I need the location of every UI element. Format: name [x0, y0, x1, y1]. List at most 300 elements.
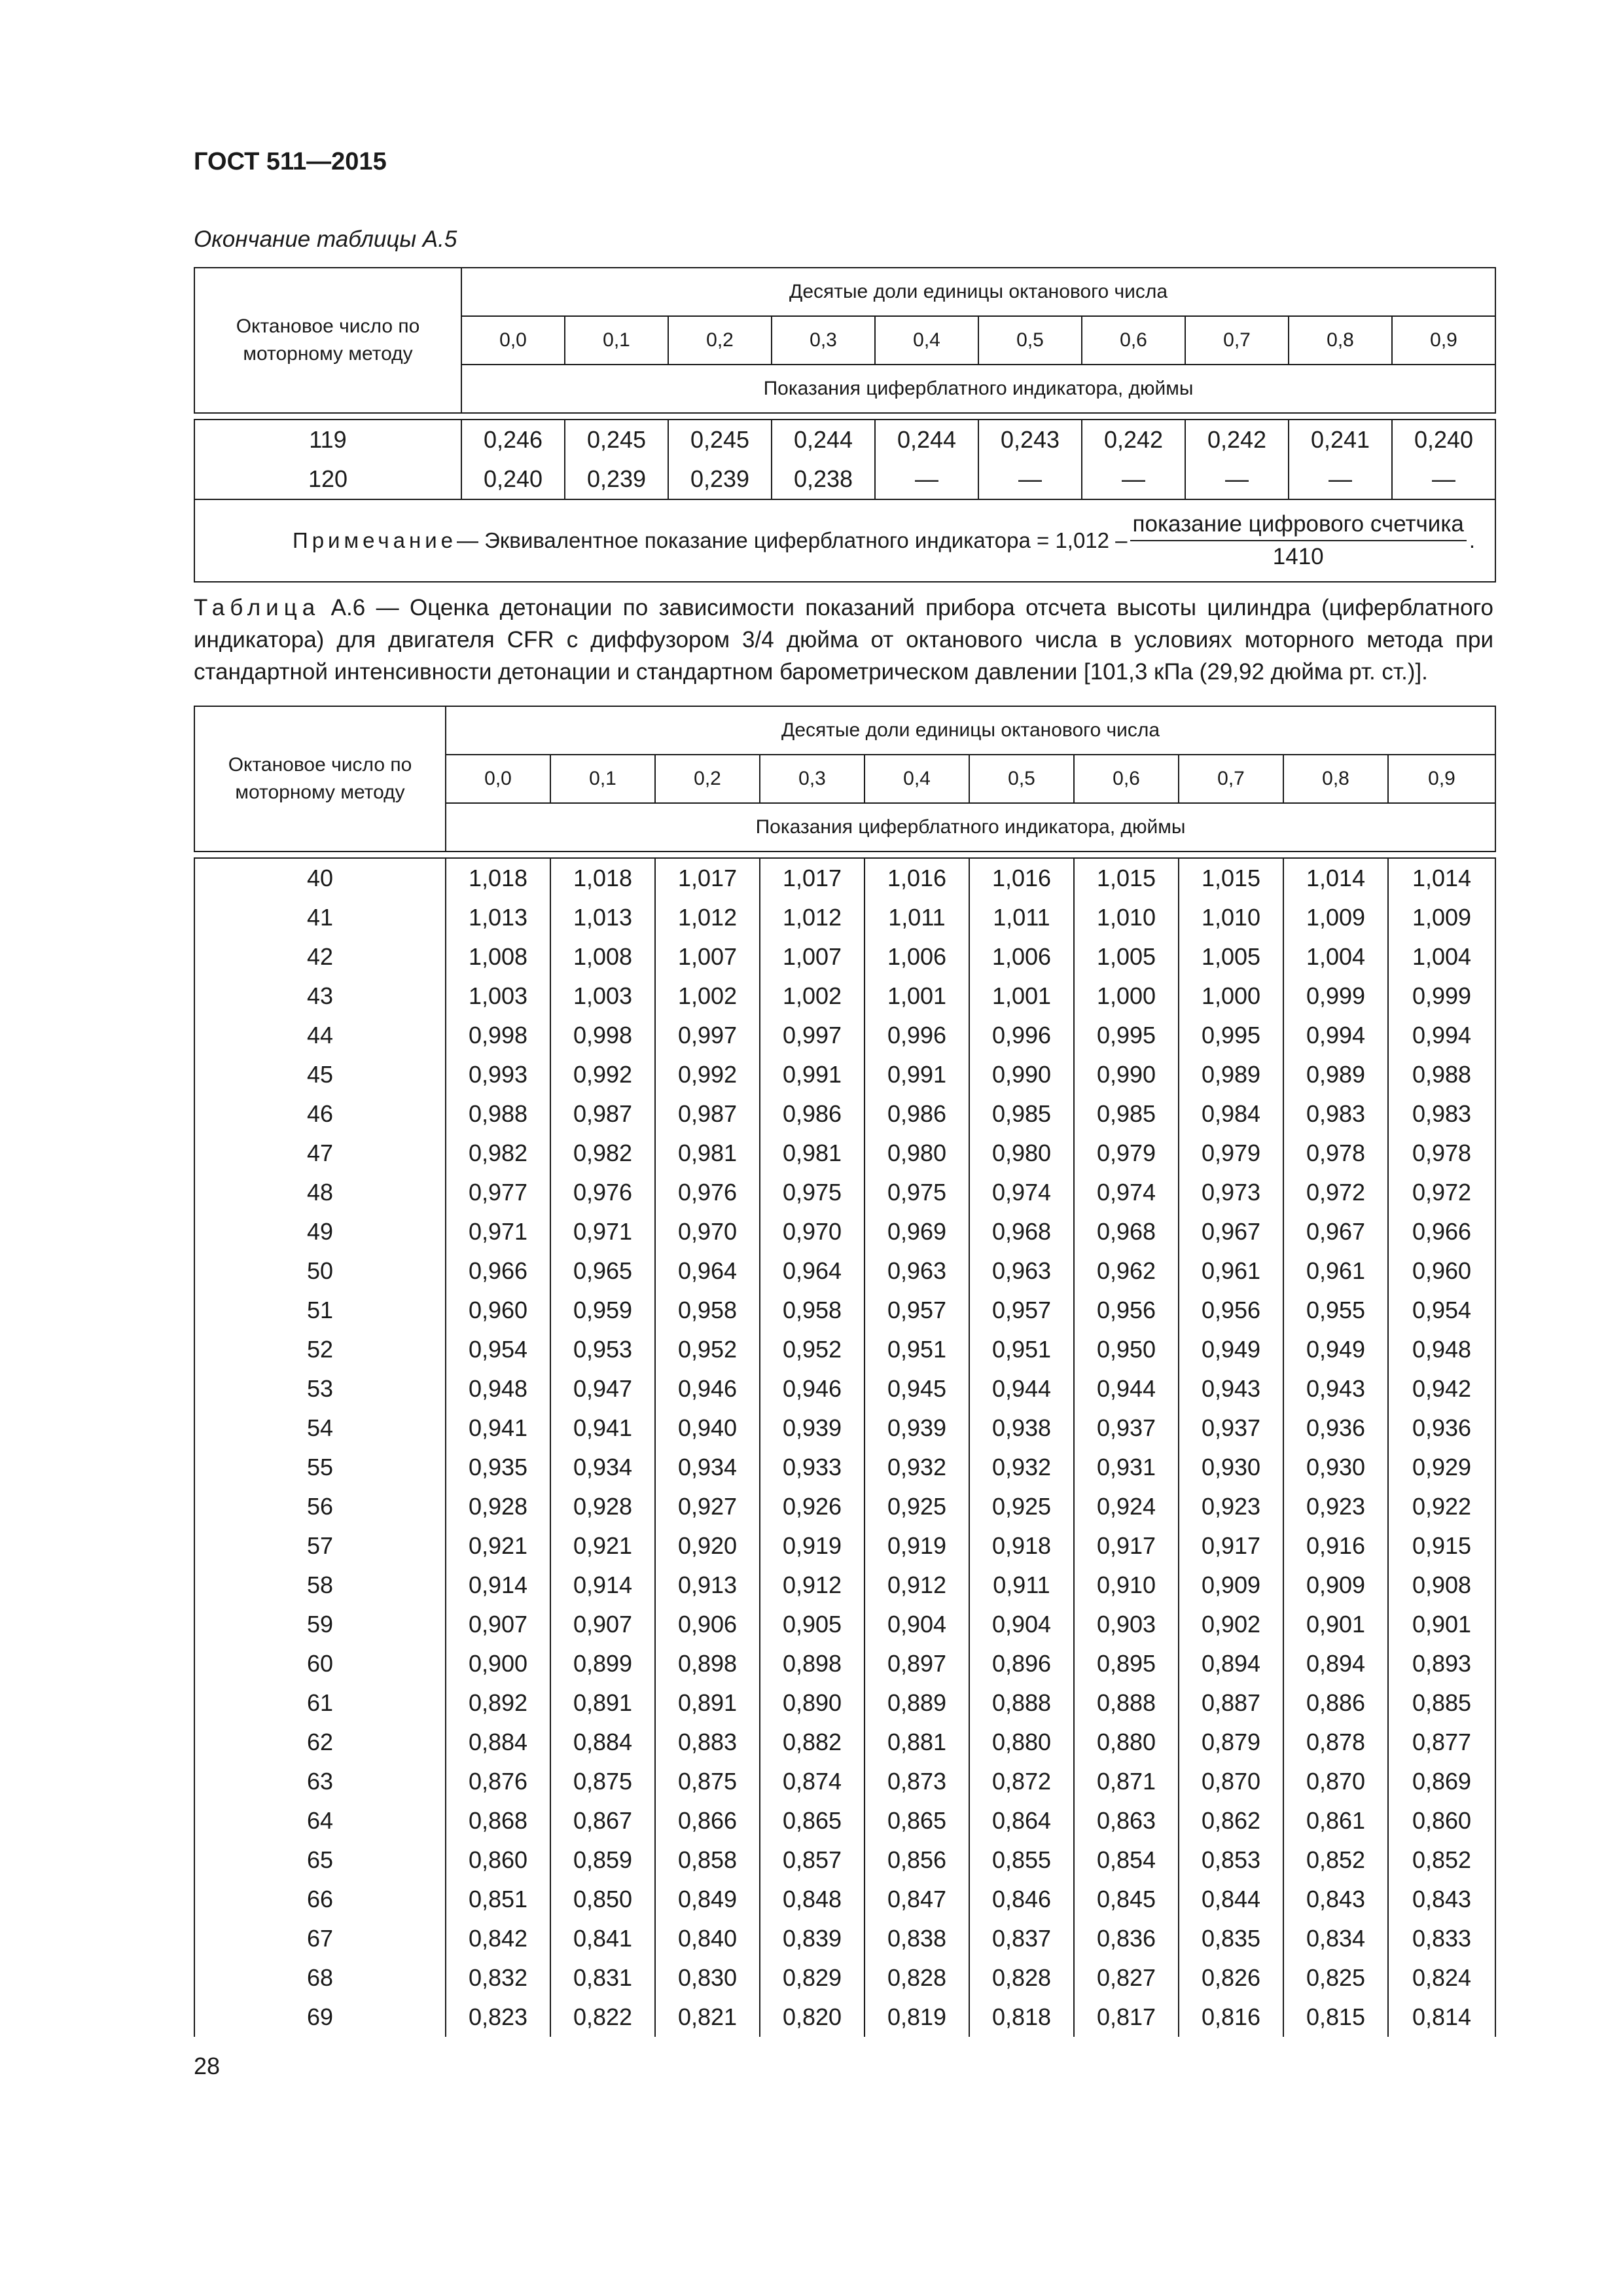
octane-number-cell: 46	[194, 1094, 446, 1134]
table-row	[194, 1448, 1495, 1487]
reading-cell: 0,852	[1388, 1840, 1495, 1880]
table-body	[194, 858, 1495, 2037]
octane-number-cell: 119	[194, 420, 461, 459]
reading-cell: 1,003	[550, 977, 655, 1016]
reading-cell: 0,844	[1179, 1880, 1283, 1919]
reading-cell: 0,823	[446, 1998, 550, 2037]
reading-cell: 0,974	[969, 1173, 1074, 1212]
reading-cell: 1,004	[1283, 937, 1388, 977]
table-row	[194, 1840, 1495, 1880]
reading-cell: 0,917	[1179, 1526, 1283, 1566]
reading-cell: 0,872	[969, 1762, 1074, 1801]
reading-cell: 0,244	[875, 420, 978, 459]
tenths-header-cell: 0,9	[1388, 755, 1495, 803]
tenths-header-cell: 0,5	[969, 755, 1074, 803]
reading-cell: 1,002	[655, 977, 760, 1016]
table-row	[194, 858, 1495, 898]
reading-cell: 0,991	[865, 1055, 969, 1094]
reading-cell: 1,005	[1179, 937, 1283, 977]
tenths-header-cell: 0,8	[1283, 755, 1388, 803]
tenths-header-cell: 0,3	[772, 316, 875, 365]
reading-cell: 0,960	[446, 1291, 550, 1330]
reading-cell: 1,006	[865, 937, 969, 977]
table-row	[194, 937, 1495, 977]
page-number: 28	[194, 2053, 221, 2079]
reading-cell: 0,922	[1388, 1487, 1495, 1526]
reading-cell: 0,846	[969, 1880, 1074, 1919]
reading-cell: 0,939	[760, 1408, 865, 1448]
reading-cell: 0,895	[1074, 1644, 1179, 1683]
reading-cell: 0,832	[446, 1958, 550, 1998]
reading-cell: 0,930	[1283, 1448, 1388, 1487]
reading-cell: 0,928	[446, 1487, 550, 1526]
reading-cell: 0,918	[969, 1526, 1074, 1566]
table-label: Таблица	[194, 595, 321, 620]
reading-cell: 0,870	[1283, 1762, 1388, 1801]
header-separator	[194, 413, 1495, 420]
reading-cell: 0,243	[978, 420, 1082, 459]
tenths-header-cell: 0,2	[668, 316, 772, 365]
reading-cell: 0,976	[550, 1173, 655, 1212]
reading-cell: 0,898	[760, 1644, 865, 1683]
octane-number-cell: 63	[194, 1762, 446, 1801]
reading-cell: 0,818	[969, 1998, 1074, 2037]
reading-cell: —	[1082, 459, 1185, 499]
reading-cell: 0,945	[865, 1369, 969, 1408]
reading-cell: 1,015	[1179, 858, 1283, 898]
reading-cell: 0,822	[550, 1998, 655, 2037]
reading-cell: 0,956	[1074, 1291, 1179, 1330]
octane-number-cell: 41	[194, 898, 446, 937]
readings-header: Показания циферблатного индикатора, дюймы	[446, 803, 1495, 852]
reading-cell: 0,934	[655, 1448, 760, 1487]
reading-cell: 0,966	[1388, 1212, 1495, 1251]
reading-cell: 1,014	[1388, 858, 1495, 898]
reading-cell: 0,972	[1283, 1173, 1388, 1212]
reading-cell: 0,946	[655, 1369, 760, 1408]
reading-cell: 0,876	[446, 1762, 550, 1801]
reading-cell: 0,908	[1388, 1566, 1495, 1605]
tenths-header-cell: 0,9	[1392, 316, 1495, 365]
reading-cell: 0,245	[565, 420, 668, 459]
reading-cell: 0,903	[1074, 1605, 1179, 1644]
tenths-header-cell: 0,1	[565, 316, 668, 365]
octane-number-cell: 55	[194, 1448, 446, 1487]
reading-cell: 0,938	[969, 1408, 1074, 1448]
table-row	[194, 1173, 1495, 1212]
reading-cell: 0,884	[550, 1723, 655, 1762]
reading-cell: 0,819	[865, 1998, 969, 2037]
octane-number-cell: 48	[194, 1173, 446, 1212]
reading-cell: 0,965	[550, 1251, 655, 1291]
table-row	[194, 977, 1495, 1016]
reading-cell: 1,009	[1388, 898, 1495, 937]
table-row	[194, 1134, 1495, 1173]
reading-cell: 0,981	[655, 1134, 760, 1173]
reading-cell: 0,971	[550, 1212, 655, 1251]
reading-cell: 1,012	[760, 898, 865, 937]
octane-number-cell: 58	[194, 1566, 446, 1605]
octane-number-cell: 67	[194, 1919, 446, 1958]
reading-cell: 0,888	[1074, 1683, 1179, 1723]
table-row	[194, 1958, 1495, 1998]
reading-cell: 0,878	[1283, 1723, 1388, 1762]
reading-cell: 0,943	[1179, 1369, 1283, 1408]
reading-cell: 0,948	[446, 1369, 550, 1408]
reading-cell: 0,921	[550, 1526, 655, 1566]
reading-cell: 0,968	[1074, 1212, 1179, 1251]
reading-cell: 0,949	[1179, 1330, 1283, 1369]
reading-cell: 0,843	[1283, 1880, 1388, 1919]
reading-cell: 0,873	[865, 1762, 969, 1801]
octane-number-cell: 40	[194, 858, 446, 898]
tenths-header-cell: 0,6	[1082, 316, 1185, 365]
reading-cell: 0,865	[760, 1801, 865, 1840]
reading-cell: 0,900	[446, 1644, 550, 1683]
octane-number-cell: 50	[194, 1251, 446, 1291]
reading-cell: 0,820	[760, 1998, 865, 2037]
octane-number-cell: 44	[194, 1016, 446, 1055]
reading-cell: 0,841	[550, 1919, 655, 1958]
reading-cell: 0,923	[1283, 1487, 1388, 1526]
table-a6	[194, 706, 1496, 2037]
reading-cell: 0,947	[550, 1369, 655, 1408]
reading-cell: 0,982	[550, 1134, 655, 1173]
reading-cell: 0,961	[1179, 1251, 1283, 1291]
octane-number-cell: 62	[194, 1723, 446, 1762]
reading-cell: 0,997	[760, 1016, 865, 1055]
reading-cell: 0,932	[969, 1448, 1074, 1487]
table-row	[194, 1919, 1495, 1958]
reading-cell: 0,848	[760, 1880, 865, 1919]
reading-cell: 0,979	[1179, 1134, 1283, 1173]
reading-cell: 0,906	[655, 1605, 760, 1644]
table-row	[194, 1998, 1495, 2037]
reading-cell: 0,986	[865, 1094, 969, 1134]
reading-cell: 0,826	[1179, 1958, 1283, 1998]
reading-cell: —	[978, 459, 1082, 499]
reading-cell: 0,866	[655, 1801, 760, 1840]
octane-number-cell: 47	[194, 1134, 446, 1173]
reading-cell: 0,912	[760, 1566, 865, 1605]
reading-cell: 0,875	[655, 1762, 760, 1801]
reading-cell: 0,977	[446, 1173, 550, 1212]
octane-number-cell: 120	[194, 459, 461, 499]
table-row	[194, 1408, 1495, 1448]
reading-cell: 0,888	[969, 1683, 1074, 1723]
reading-cell: 0,946	[760, 1369, 865, 1408]
reading-cell: 0,988	[446, 1094, 550, 1134]
reading-cell: 0,837	[969, 1919, 1074, 1958]
reading-cell: 0,980	[969, 1134, 1074, 1173]
reading-cell: 0,851	[446, 1880, 550, 1919]
reading-cell: 1,007	[655, 937, 760, 977]
table-row	[194, 1291, 1495, 1330]
reading-cell: 0,952	[760, 1330, 865, 1369]
reading-cell: 0,960	[1388, 1251, 1495, 1291]
reading-cell: 0,926	[760, 1487, 865, 1526]
tenths-header-cell: 0,1	[550, 755, 655, 803]
table-row	[194, 1251, 1495, 1291]
reading-cell: 1,011	[969, 898, 1074, 937]
reading-cell: 0,997	[655, 1016, 760, 1055]
reading-cell: 0,821	[655, 1998, 760, 2037]
reading-cell: 0,970	[655, 1212, 760, 1251]
tenths-header-cell: 0,4	[875, 316, 978, 365]
table-a5	[194, 267, 1496, 583]
reading-cell: 1,010	[1179, 898, 1283, 937]
reading-cell: 0,907	[446, 1605, 550, 1644]
reading-cell: 0,860	[1388, 1801, 1495, 1840]
reading-cell: 0,852	[1283, 1840, 1388, 1880]
reading-cell: 1,016	[969, 858, 1074, 898]
reading-cell: 0,968	[969, 1212, 1074, 1251]
reading-cell: 0,901	[1388, 1605, 1495, 1644]
table-continuation-caption: Окончание таблицы А.5	[194, 226, 457, 252]
table-row	[194, 1880, 1495, 1919]
table-row	[194, 898, 1495, 937]
reading-cell: 0,994	[1283, 1016, 1388, 1055]
table-row	[194, 1369, 1495, 1408]
reading-cell: 0,870	[1179, 1762, 1283, 1801]
reading-cell: 1,008	[550, 937, 655, 977]
reading-cell: 0,955	[1283, 1291, 1388, 1330]
reading-cell: 0,864	[969, 1801, 1074, 1840]
tenths-header-cell: 0,7	[1185, 316, 1289, 365]
reading-cell: 0,993	[446, 1055, 550, 1094]
reading-cell: 0,838	[865, 1919, 969, 1958]
reading-cell: 0,913	[655, 1566, 760, 1605]
reading-cell: 0,840	[655, 1919, 760, 1958]
reading-cell: 0,898	[655, 1644, 760, 1683]
table-row	[194, 1683, 1495, 1723]
note-fraction	[1130, 511, 1467, 570]
reading-cell: 0,885	[1388, 1683, 1495, 1723]
reading-cell: 0,909	[1283, 1566, 1388, 1605]
reading-cell: 0,988	[1388, 1055, 1495, 1094]
table-row	[194, 1016, 1495, 1055]
reading-cell: 0,983	[1388, 1094, 1495, 1134]
reading-cell: 0,836	[1074, 1919, 1179, 1958]
reading-cell: 0,937	[1074, 1408, 1179, 1448]
table-row	[194, 1330, 1495, 1369]
octane-number-cell: 60	[194, 1644, 446, 1683]
octane-number-cell: 69	[194, 1998, 446, 2037]
reading-cell: 0,904	[969, 1605, 1074, 1644]
table-row	[194, 1526, 1495, 1566]
reading-cell: 0,989	[1283, 1055, 1388, 1094]
reading-cell: 1,000	[1179, 977, 1283, 1016]
reading-cell: 0,944	[969, 1369, 1074, 1408]
table-row	[194, 1723, 1495, 1762]
reading-cell: 0,984	[1179, 1094, 1283, 1134]
reading-cell: 0,999	[1388, 977, 1495, 1016]
reading-cell: 0,245	[668, 420, 772, 459]
tenths-header: Десятые доли единицы октанового числа	[446, 706, 1495, 755]
reading-cell: 0,995	[1074, 1016, 1179, 1055]
reading-cell: 1,010	[1074, 898, 1179, 937]
reading-cell: 0,920	[655, 1526, 760, 1566]
reading-cell: 0,949	[1283, 1330, 1388, 1369]
reading-cell: 0,987	[550, 1094, 655, 1134]
reading-cell: 0,877	[1388, 1723, 1495, 1762]
table-row	[194, 1644, 1495, 1683]
reading-cell: 0,830	[655, 1958, 760, 1998]
reading-cell: 0,952	[655, 1330, 760, 1369]
reading-cell: 0,829	[760, 1958, 865, 1998]
reading-cell: 0,842	[446, 1919, 550, 1958]
table-body	[194, 420, 1495, 499]
reading-cell: 0,957	[969, 1291, 1074, 1330]
reading-cell: 0,990	[1074, 1055, 1179, 1094]
reading-cell: 1,015	[1074, 858, 1179, 898]
reading-cell: 1,012	[655, 898, 760, 937]
reading-cell: 0,972	[1388, 1173, 1495, 1212]
reading-cell: 0,937	[1179, 1408, 1283, 1448]
reading-cell: —	[875, 459, 978, 499]
table-caption-text: А.6 — Оценка детонации по зависимости показаний прибора отсчета высоты цилиндра (циферблатного индикатора) для двигателя CFR с диффузором 3/4 дюйма от октанового числа в условиях моторного метода при стандартной интенсивности детонации и стандартном барометрическом давлении [101,3 кПа (29,92 дюйма рт. ст.)].	[194, 595, 1493, 685]
reading-cell: 0,954	[446, 1330, 550, 1369]
reading-cell: 0,814	[1388, 1998, 1495, 2037]
reading-cell: 0,860	[446, 1840, 550, 1880]
reading-cell: 0,950	[1074, 1330, 1179, 1369]
reading-cell: 0,871	[1074, 1762, 1179, 1801]
tenths-header-cell: 0,0	[446, 755, 550, 803]
reading-cell: 0,925	[865, 1487, 969, 1526]
reading-cell: —	[1185, 459, 1289, 499]
reading-cell: 0,241	[1289, 420, 1392, 459]
header-separator	[194, 852, 1495, 858]
reading-cell: 0,827	[1074, 1958, 1179, 1998]
reading-cell: 0,847	[865, 1880, 969, 1919]
fraction-numerator: показание цифрового счетчика	[1130, 511, 1467, 541]
reading-cell: 1,016	[865, 858, 969, 898]
reading-cell: 0,935	[446, 1448, 550, 1487]
octane-number-cell: 52	[194, 1330, 446, 1369]
reading-cell: 0,944	[1074, 1369, 1179, 1408]
reading-cell: 0,880	[969, 1723, 1074, 1762]
reading-cell: 0,951	[969, 1330, 1074, 1369]
reading-cell: 0,853	[1179, 1840, 1283, 1880]
reading-cell: 0,948	[1388, 1330, 1495, 1369]
octane-number-cell: 59	[194, 1605, 446, 1644]
table-note	[194, 499, 1495, 582]
reading-cell: 0,931	[1074, 1448, 1179, 1487]
tenths-header-cell: 0,3	[760, 755, 865, 803]
reading-cell: 0,932	[865, 1448, 969, 1487]
reading-cell: 0,954	[1388, 1291, 1495, 1330]
reading-cell: 0,874	[760, 1762, 865, 1801]
reading-cell: 0,987	[655, 1094, 760, 1134]
reading-cell: 0,996	[865, 1016, 969, 1055]
reading-cell: —	[1289, 459, 1392, 499]
reading-cell: 1,002	[760, 977, 865, 1016]
reading-cell: 0,890	[760, 1683, 865, 1723]
reading-cell: 0,995	[1179, 1016, 1283, 1055]
reading-cell: 0,828	[865, 1958, 969, 1998]
table-row	[194, 1094, 1495, 1134]
reading-cell: 0,958	[655, 1291, 760, 1330]
reading-cell: 0,889	[865, 1683, 969, 1723]
octane-number-cell: 56	[194, 1487, 446, 1526]
reading-cell: 0,862	[1179, 1801, 1283, 1840]
table-a6-caption	[194, 592, 1493, 688]
reading-cell: —	[1392, 459, 1495, 499]
reading-cell: 0,894	[1283, 1644, 1388, 1683]
reading-cell: 0,244	[772, 420, 875, 459]
reading-cell: 1,013	[550, 898, 655, 937]
reading-cell: 0,854	[1074, 1840, 1179, 1880]
octane-number-cell: 66	[194, 1880, 446, 1919]
reading-cell: 0,998	[550, 1016, 655, 1055]
reading-cell: 0,879	[1179, 1723, 1283, 1762]
reading-cell: 0,961	[1283, 1251, 1388, 1291]
reading-cell: 0,867	[550, 1801, 655, 1840]
reading-cell: 0,916	[1283, 1526, 1388, 1566]
reading-cell: 0,834	[1283, 1919, 1388, 1958]
reading-cell: 0,982	[446, 1134, 550, 1173]
reading-cell: 0,921	[446, 1526, 550, 1566]
reading-cell: 0,985	[969, 1094, 1074, 1134]
reading-cell: 0,983	[1283, 1094, 1388, 1134]
reading-cell: 0,897	[865, 1644, 969, 1683]
reading-cell: 0,978	[1388, 1134, 1495, 1173]
reading-cell: 0,824	[1388, 1958, 1495, 1998]
reading-cell: 0,882	[760, 1723, 865, 1762]
reading-cell: 1,007	[760, 937, 865, 977]
reading-cell: 0,963	[969, 1251, 1074, 1291]
reading-cell: 0,951	[865, 1330, 969, 1369]
reading-cell: 0,994	[1388, 1016, 1495, 1055]
tenths-header-cell: 0,6	[1074, 755, 1179, 803]
reading-cell: 1,003	[446, 977, 550, 1016]
reading-cell: 0,964	[655, 1251, 760, 1291]
octane-number-cell: 57	[194, 1526, 446, 1566]
octane-number-cell: 43	[194, 977, 446, 1016]
reading-cell: 0,924	[1074, 1487, 1179, 1526]
reading-cell: 0,979	[1074, 1134, 1179, 1173]
reading-cell: 0,850	[550, 1880, 655, 1919]
reading-cell: 1,001	[865, 977, 969, 1016]
reading-cell: 0,985	[1074, 1094, 1179, 1134]
table-row	[194, 1605, 1495, 1644]
reading-cell: 0,883	[655, 1723, 760, 1762]
reading-cell: 0,925	[969, 1487, 1074, 1526]
reading-cell: 0,902	[1179, 1605, 1283, 1644]
tenths-header-cell: 0,7	[1179, 755, 1283, 803]
reading-cell: 0,828	[969, 1958, 1074, 1998]
reading-cell: 0,907	[550, 1605, 655, 1644]
reading-cell: 0,974	[1074, 1173, 1179, 1212]
reading-cell: 0,839	[760, 1919, 865, 1958]
reading-cell: 0,936	[1388, 1408, 1495, 1448]
reading-cell: 0,963	[865, 1251, 969, 1291]
reading-cell: 0,923	[1179, 1487, 1283, 1526]
reading-cell: 1,006	[969, 937, 1074, 977]
reading-cell: 0,815	[1283, 1998, 1388, 2037]
reading-cell: 0,927	[655, 1487, 760, 1526]
reading-cell: 1,014	[1283, 858, 1388, 898]
reading-cell: 0,240	[1392, 420, 1495, 459]
reading-cell: 1,013	[446, 898, 550, 937]
reading-cell: 0,976	[655, 1173, 760, 1212]
reading-cell: 0,816	[1179, 1998, 1283, 2037]
octane-number-cell: 65	[194, 1840, 446, 1880]
reading-cell: 1,018	[550, 858, 655, 898]
tenths-header-cell: 0,5	[978, 316, 1082, 365]
reading-cell: 0,933	[760, 1448, 865, 1487]
reading-cell: 0,971	[446, 1212, 550, 1251]
